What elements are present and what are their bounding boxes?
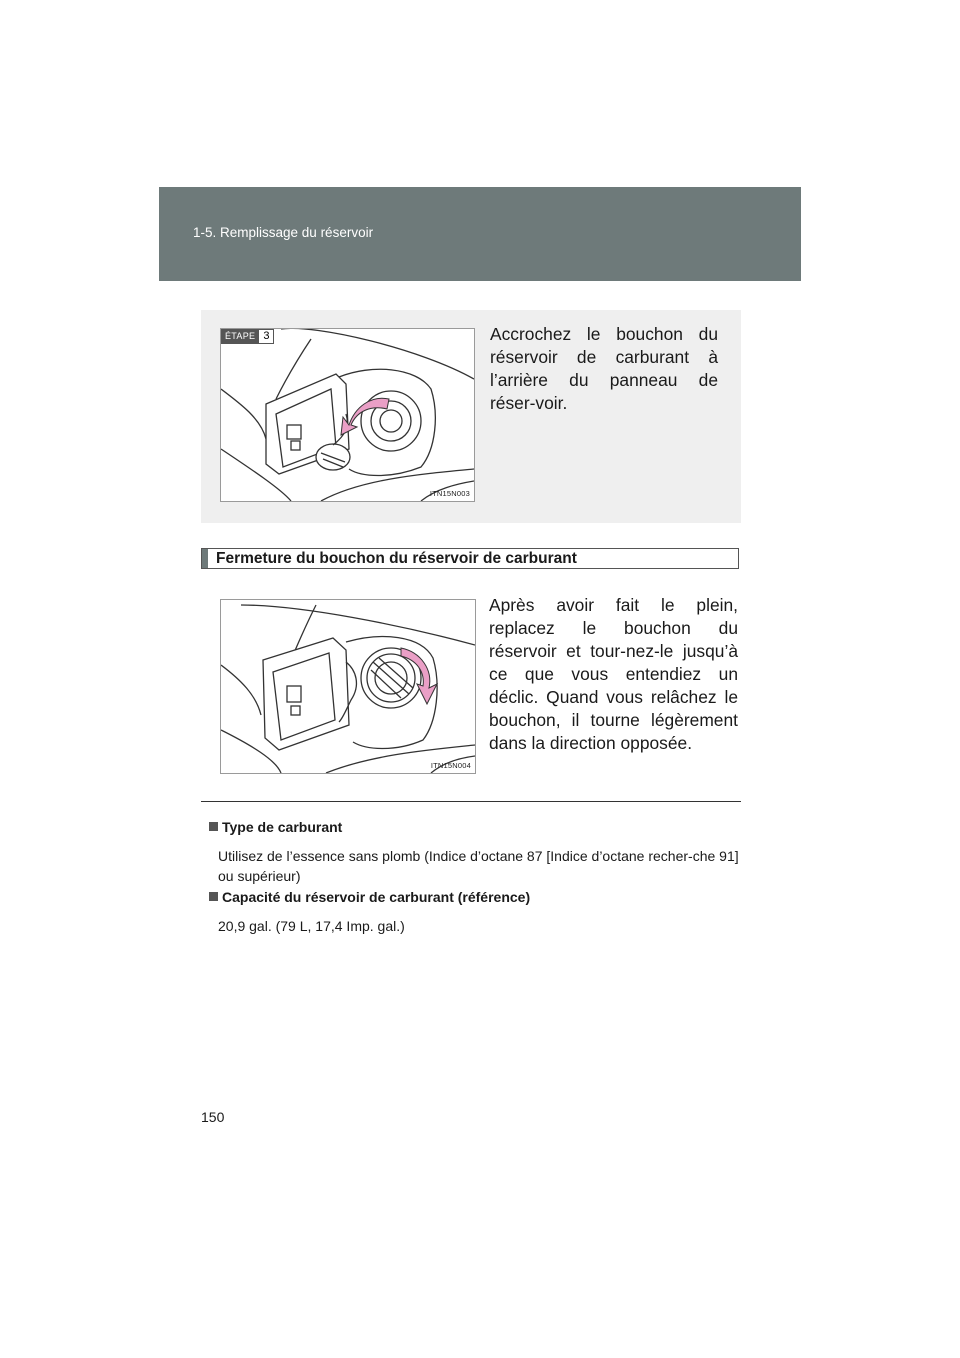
step-badge	[221, 329, 274, 344]
step-badge-number: 3	[259, 329, 274, 344]
note-title-fuel-type	[209, 819, 342, 835]
step-badge-label: ÉTAPE	[221, 329, 259, 344]
closing-illustration	[220, 599, 476, 774]
square-bullet-icon	[209, 892, 218, 901]
square-bullet-icon	[209, 822, 218, 831]
note-title-tank-capacity	[209, 889, 530, 905]
closing-text: Après avoir fait le plein, replacez le bouchon du réservoir et tour-nez-le jusqu’à ce que vous entendiez un déclic. Quand vous relâchez le bouchon, il tourne légèrement dans la direction opposée.	[489, 595, 738, 753]
step-3-illustration	[220, 328, 475, 502]
header-band	[159, 187, 801, 281]
note-title-text: Capacité du réservoir de carburant (référence)	[222, 889, 531, 905]
heading-accent-bar	[202, 549, 208, 568]
note-title-text: Type de carburant	[222, 819, 343, 835]
section-title: 1-5. Remplissage du réservoir	[193, 225, 374, 240]
heading-text: Fermeture du bouchon du réservoir de carburant	[216, 550, 577, 567]
note-body-fuel-type: Utilisez de l’essence sans plomb (Indice d’octane 87 [Indice d’octane recher-che 91] ou supérieur)	[218, 848, 739, 884]
step-3-text: Accrochez le bouchon du réservoir de carburant à l’arrière du panneau de réser-voir.	[490, 324, 718, 413]
note-body-tank-capacity: 20,9 gal. (79 L, 17,4 Imp. gal.)	[218, 918, 405, 934]
figure-code: ITN15N003	[429, 489, 470, 498]
divider-rule	[201, 801, 741, 802]
fuel-cap-hook-drawing	[221, 329, 474, 501]
figure-code: ITN15N004	[430, 761, 471, 770]
fuel-cap-close-drawing	[221, 600, 475, 773]
section-heading	[201, 548, 739, 569]
page-number: 150	[201, 1109, 225, 1125]
step-3-panel	[201, 310, 741, 523]
